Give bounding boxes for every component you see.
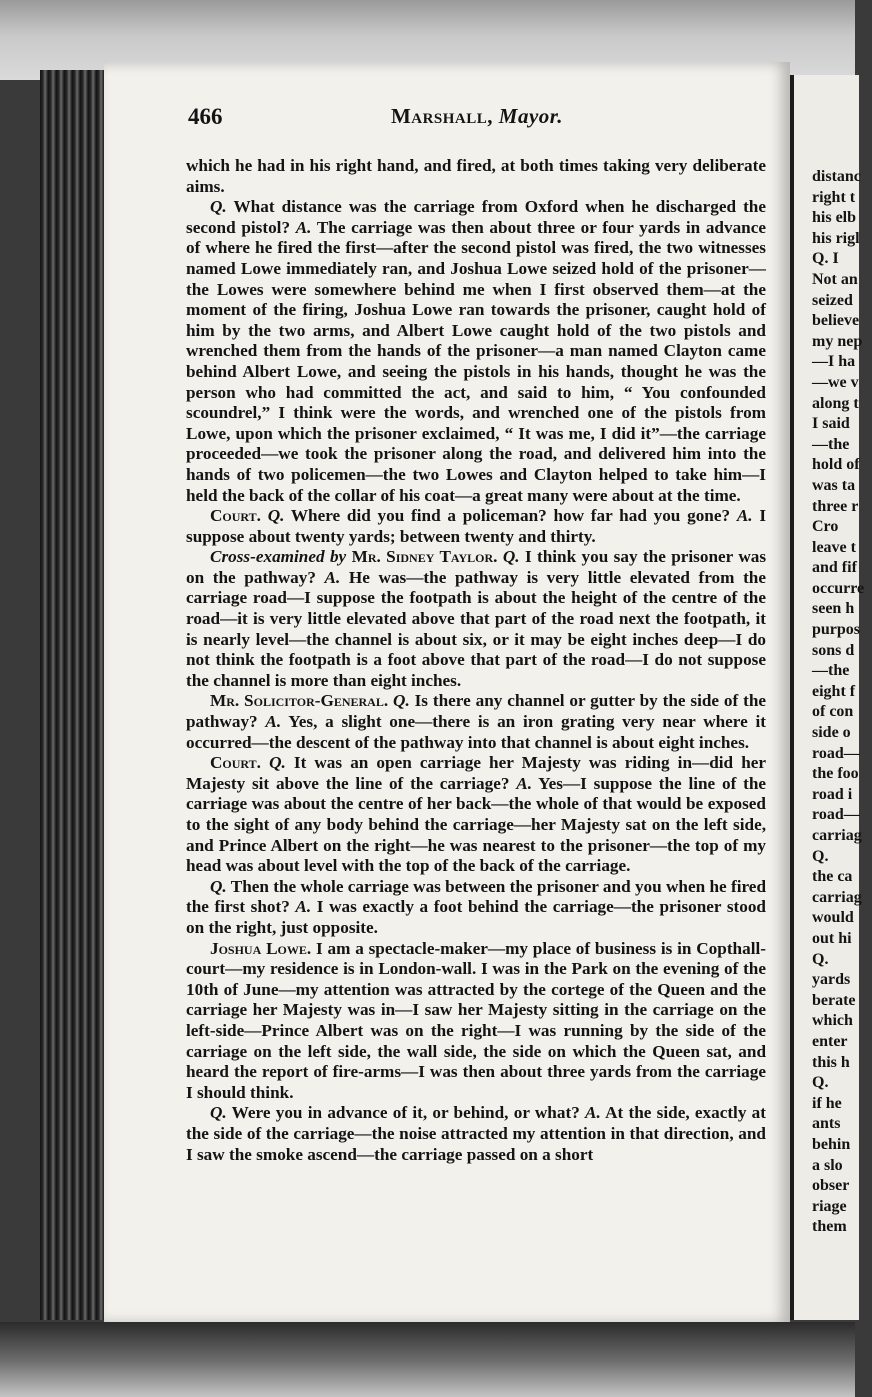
paragraph-8	[186, 939, 766, 1104]
answer-marker: A.	[516, 773, 533, 793]
right-page-line: carriag	[812, 888, 862, 906]
question-text: I think you say the prisoner was on the pathway?	[186, 547, 767, 587]
right-page-line: seen h	[812, 600, 855, 618]
right-page-line: would	[812, 909, 854, 927]
question-marker: Q.	[210, 1103, 227, 1123]
right-page-fragments	[812, 167, 872, 1238]
answer-text: I was exactly a foot behind the carriage—the prisoner stood on the right, just opposite.	[186, 897, 766, 937]
right-page-line: was ta	[812, 476, 856, 494]
right-page-line: road—	[812, 744, 860, 762]
paragraph-4	[186, 547, 766, 691]
question-marker: Q.	[393, 691, 410, 711]
running-title-name: Marshall,	[390, 104, 494, 128]
right-page-line: occurre	[812, 579, 865, 597]
answer-text: Yes—I suppose the line of the carriage was about the centre of her back—the whole of that would be exposed to the sight of any body behind the carriage—her Majesty sat on the left side, and Prince Albert on the right—he was nearest to the prisoner—the top of my head was about level with the top of the back of the carriage.	[186, 773, 767, 876]
question-text: Is there any channel or gutter by the side of the pathway?	[186, 691, 767, 732]
right-page-line: eight f	[812, 682, 856, 700]
right-page-line: my nep	[812, 332, 863, 350]
right-page-line: this h	[812, 1053, 850, 1071]
book-spine-edge	[40, 70, 104, 1320]
right-page-line: if he	[812, 1094, 842, 1112]
paragraph-7	[186, 877, 766, 939]
paragraph-5	[186, 691, 766, 753]
right-page-line: along t	[812, 394, 859, 412]
scan-background-bottom	[0, 1322, 855, 1397]
answer-marker: A.	[265, 712, 282, 732]
answer-text: He was—the pathway is very little elevated from the carriage road—I suppose the footpath is about the height of the centre of the road—it is very little elevated above that part of the road next the footpath, it is nearly level—the channel is about six, or it may be eight inches deep—I do not think the footpath is a foot above that part of the road—I do not suppose the channel is more than eight inches.	[186, 567, 766, 690]
right-page-line: and fif	[812, 559, 857, 577]
right-page-line: ants	[812, 1115, 841, 1133]
question-text: It was an open carriage her Majesty was riding in—did her Majesty sit above the line of the carriage?	[186, 753, 767, 793]
right-page-line: side o	[812, 724, 851, 742]
speaker-name: Joshua Lowe.	[210, 938, 312, 958]
body-text	[186, 156, 766, 1165]
right-page-line: hold of	[812, 456, 860, 474]
right-page-line: Not an	[812, 270, 858, 288]
right-page-line: —the	[812, 662, 850, 680]
right-page-line: his rigl	[812, 229, 860, 247]
speaker-name: Court.	[210, 506, 261, 526]
testimony-text: I am a spectacle-maker—my place of business is in Copthall-court—my residence is in London-wall. I was in the Park on the evening of the 10th of June—my attention was attracted by the cortege of the Queen and the carriage her Majesty was in—I saw her Majesty sitting in the carriage on the left-side—Prince Albert was on the right—I was running by the side of the carriage on the left side, the wall side, the side on which the Queen sat, and heard the report of fire-arms—I was then about three yards from the carriage I should think.	[186, 938, 766, 1102]
question-marker: Q.	[210, 876, 227, 896]
answer-text: Yes, a slight one—there is an iron grating very near where it occurred—the descent of the pathway into that channel is about eight inches.	[186, 712, 766, 752]
right-page-line: Cro	[812, 518, 839, 536]
right-page-line: I said	[812, 415, 850, 433]
right-page-line: road i	[812, 785, 853, 803]
paragraph-9	[186, 1103, 766, 1165]
right-page-line: sons d	[812, 641, 855, 659]
right-page-line: —I ha	[812, 353, 856, 371]
right-page-line: Q. I	[812, 250, 839, 268]
book-page-right	[790, 75, 865, 1320]
right-page-line: behin	[812, 1135, 851, 1153]
running-head	[188, 104, 766, 134]
answer-marker: A.	[736, 506, 753, 526]
page-number: 466	[188, 104, 223, 129]
question-text: Then the whole carriage was between the prisoner and you when he fired the first shot?	[186, 876, 766, 917]
running-title	[188, 104, 766, 129]
right-page-line: which	[812, 1012, 853, 1030]
speaker-name: Court.	[210, 753, 261, 773]
answer-text: The carriage was then about three or four yards in advance of where he fired the first—after the second pistol was fired, the two witnesses named Lowe immediately ran, and Joshua Lowe seized hold of the prisoner—the Lowes were somewhere behind me when I first observed them—at the moment of the firing, Joshua Lowe ran towards the prisoner, caught hold of him by the two arms, and Albert Lowe caught hold of the two pistols and wrenched them from the hands of the prisoner—a man named Clayton came behind Albert Lowe, and seeing the pistols in his hands, thought he was the person who had committed the act, and said to him, “ You confounded scoundrel,” I think were the words, and wrenched one of the pistols from Lowe, upon which the prisoner exclaimed, “ It was me, I did it”—the carriage proceeded—we took the prisoner along the road, and delivered him into the hands of two policemen—the two Lowes and Clayton helped to take him—I held the back of the collar of his coat—a great many were about at the time.	[186, 217, 766, 505]
answer-text: I suppose about twenty yards; between twenty and thirty.	[186, 506, 767, 546]
answer-marker: A.	[295, 217, 312, 237]
answer-marker: A.	[295, 897, 312, 917]
speaker-name: Mr. Solicitor-General.	[210, 691, 389, 711]
right-page-line: berate	[812, 991, 856, 1009]
right-page-line: Q.	[812, 950, 829, 968]
answer-marker: A.	[324, 567, 341, 587]
question-marker: Q.	[269, 753, 286, 773]
paragraph-1-text: which he had in his right hand, and fired, at both times taking very deliberate aims.	[186, 156, 766, 196]
right-page-line: out hi	[812, 929, 852, 947]
answer-text: At the side, exactly at the side of the carriage—the noise attracted my attention in that direction, and I saw the smoke ascend—the carriage passed on a short	[186, 1103, 766, 1164]
paragraph-6	[186, 753, 766, 877]
right-page-line: the foo	[812, 765, 859, 783]
right-page-line: purpos	[812, 621, 861, 639]
question-marker: Q.	[210, 197, 227, 217]
right-page-line: the ca	[812, 868, 853, 886]
right-page-line: carriag	[812, 827, 862, 844]
paragraph-1	[186, 156, 766, 197]
question-text: What distance was the carriage from Oxford when he discharged the second pistol?	[186, 197, 766, 237]
right-page-line: —we v	[812, 373, 859, 391]
right-page-line: distanc	[812, 168, 861, 185]
right-page-line: road—	[812, 806, 860, 824]
right-page-line: leave t	[812, 538, 856, 556]
right-page-line: them	[812, 1218, 847, 1236]
answer-marker: A.	[585, 1103, 601, 1123]
question-marker: Q.	[267, 506, 285, 526]
right-page-line: —the	[812, 435, 850, 453]
counsel-name: Mr. Sidney Taylor.	[351, 547, 498, 567]
right-page-line: of con	[812, 703, 854, 721]
right-page-line: Q.	[812, 847, 829, 865]
paragraph-3	[186, 506, 766, 547]
right-page-line: yards	[812, 971, 851, 989]
question-marker: Q.	[502, 547, 520, 567]
right-page-line: seized	[812, 291, 853, 309]
right-page-line: his elb	[812, 209, 857, 227]
right-page-line: a slo	[812, 1156, 843, 1174]
right-page-line: obser	[812, 1177, 850, 1195]
right-page-line: enter	[812, 1032, 848, 1050]
paragraph-2	[186, 197, 766, 506]
right-page-line: three r	[812, 497, 859, 515]
right-page-line: riage	[812, 1197, 847, 1215]
right-page-line: right t	[812, 188, 856, 206]
question-text: Where did you find a policeman? how far had you gone?	[284, 506, 737, 526]
right-page-line: believe	[812, 312, 860, 330]
question-text: Were you in advance of it, or behind, or what?	[226, 1103, 586, 1123]
right-page-line: Q.	[812, 1074, 829, 1092]
running-title-role: Mayor.	[498, 104, 564, 128]
cross-examined-label: Cross-examined by	[210, 547, 347, 567]
